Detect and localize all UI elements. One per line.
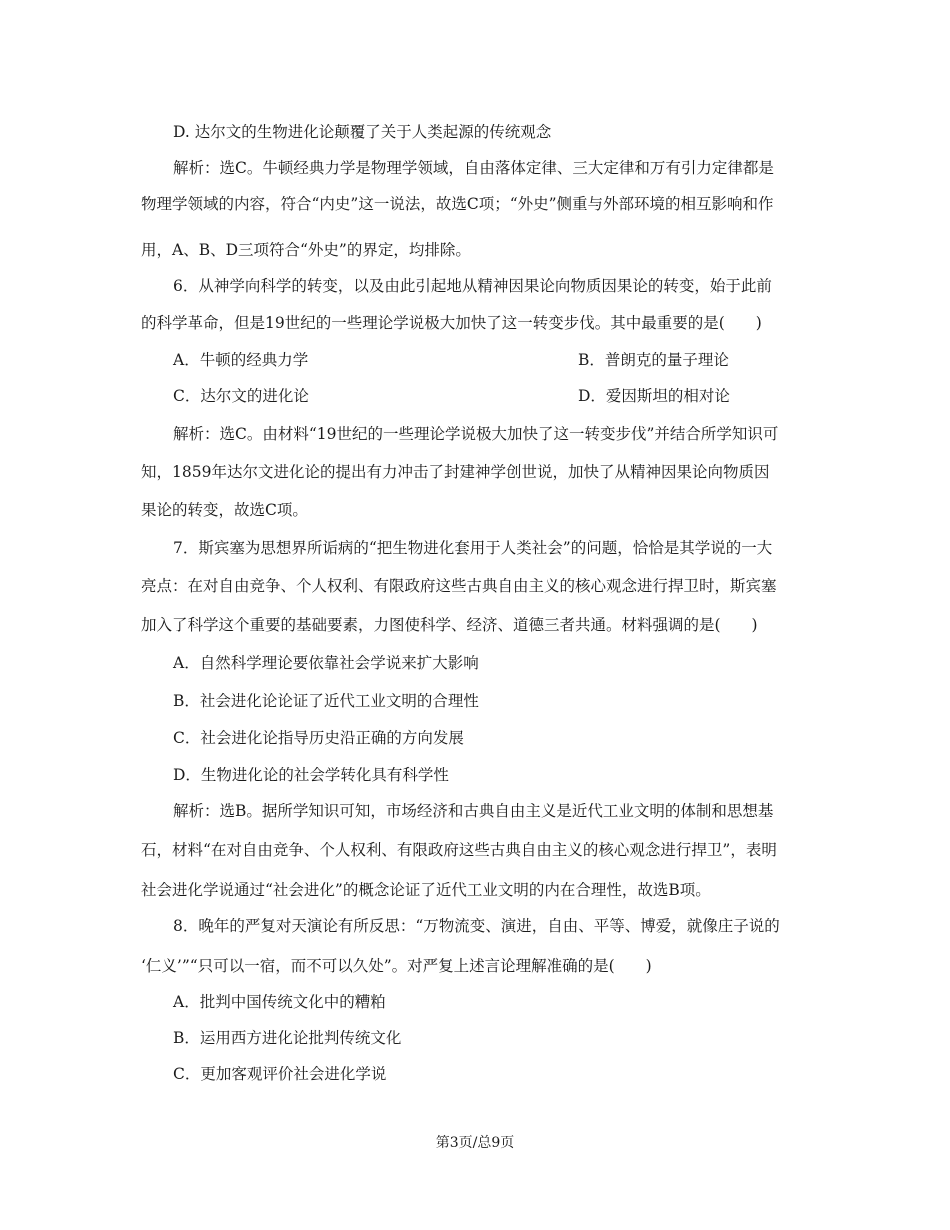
analysis-q6-line1: 解析：选C。由材料“19世纪的一些理论学说极大加快了这一转变步伐”并结合所学知识可 — [173, 425, 779, 443]
analysis-q6-line3: 果论的转变，故选C项。 — [141, 501, 308, 519]
question-6-line2: 的科学革命，但是19世纪的一些理论学说极大加快了这一转变步伐。其中最重要的是( ) — [141, 314, 762, 332]
question-7-line3: 加入了科学这个重要的基础要素，力图使科学、经济、道德三者共通。材料强调的是( ) — [141, 616, 758, 634]
analysis-q7-line3: 社会进化学说通过“社会进化”的概念论证了近代工业文明的内在合理性，故选B项。 — [141, 881, 711, 899]
option-c-q7: C．社会进化论指导历史沿正确的方向发展 — [173, 729, 464, 747]
analysis-q5-line1: 解析：选C。牛顿经典力学是物理学领域，自由落体定律、三大定律和万有引力定律都是 — [173, 159, 774, 177]
analysis-q6-line2: 知，1859年达尔文进化论的提出有力冲击了封建神学创世说，加快了从精神因果论向物质因 — [141, 463, 770, 481]
option-c-q8: C．更加客观评价社会进化学说 — [173, 1065, 387, 1083]
analysis-q5-line3: 用，A、B、D三项符合“外史”的界定，均排除。 — [141, 241, 471, 259]
question-7-line2: 亮点：在对自由竞争、个人权利、有限政府这些古典自由主义的核心观念进行捍卫时，斯宾塞 — [141, 577, 777, 595]
question-7-line1: 7．斯宾塞为思想界所诟病的“把生物进化套用于人类社会”的问题，恰恰是其学说的一大 — [173, 539, 773, 557]
question-8-line1: 8．晚年的严复对天演论有所反思：“万物流变、演进，自由、平等、博爱，就像庄子说的 — [173, 917, 780, 935]
analysis-q7-line1: 解析：选B。据所学知识可知，市场经济和古典自由主义是近代工业文明的体制和思想基 — [173, 802, 774, 820]
option-a-q6: A．牛顿的经典力学 — [173, 351, 309, 369]
option-d-q7: D．生物进化论的社会学转化具有科学性 — [173, 766, 449, 784]
option-a-q8: A．批判中国传统文化中的糟粕 — [173, 993, 386, 1011]
question-6-line1: 6．从神学向科学的转变，以及由此引起地从精神因果论向物质因果论的转变，始于此前 — [173, 277, 772, 295]
option-b-q6: B．普朗克的量子理论 — [578, 351, 729, 369]
analysis-q7-line2: 石，材料“在对自由竞争、个人权利、有限政府这些古典自由主义的核心观念进行捍卫”，表明 — [141, 841, 777, 859]
option-b-q7: B．社会进化论论证了近代工业文明的合理性 — [173, 692, 479, 710]
option-a-q7: A．自然科学理论要依靠社会学说来扩大影响 — [173, 654, 479, 672]
question-8-line2: ‘仁义’”“只可以一宿，而不可以久处”。对严复上述言论理解准确的是( ) — [141, 957, 652, 975]
page-footer: 第3页/总9页 — [435, 1135, 515, 1151]
option-d-q5: D. 达尔文的生物进化论颠覆了关于人类起源的传统观念 — [173, 123, 552, 141]
option-d-q6: D．爱因斯坦的相对论 — [578, 387, 730, 405]
analysis-q5-line2: 物理学领域的内容，符合“内史”这一说法，故选C项；“外史”侧重与外部环境的相互影响和作 — [141, 195, 774, 213]
option-c-q6: C．达尔文的进化论 — [173, 387, 309, 405]
option-b-q8: B．运用西方进化论批判传统文化 — [173, 1029, 402, 1047]
